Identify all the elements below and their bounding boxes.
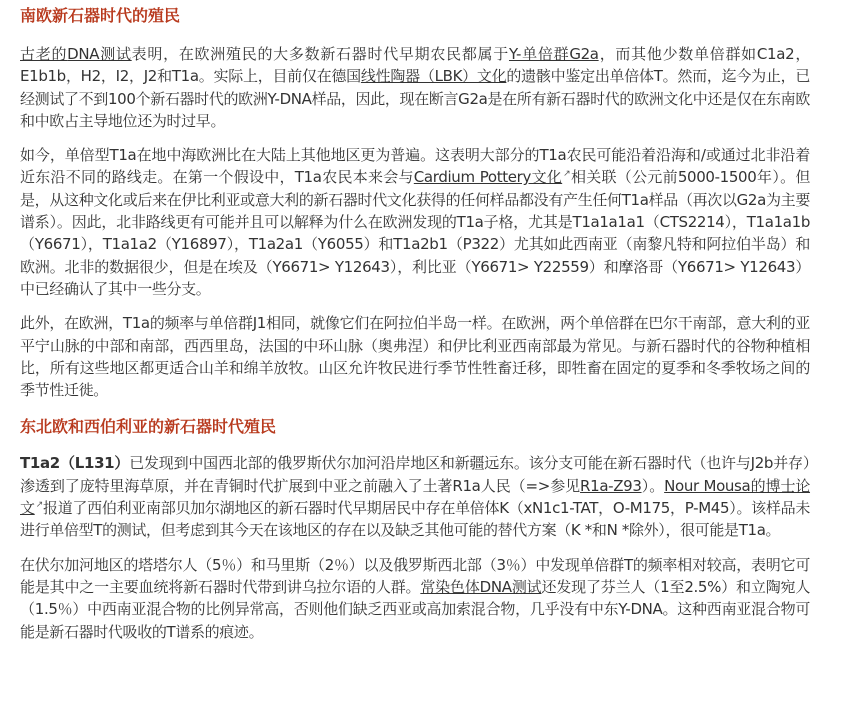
- article: [20, 0, 810, 643]
- text-run: 如今，单倍型T1a在地中海欧洲比在大陆上其他地区更为普遍。这表明大部分的T1a农民可能沿着沿海和/或通过北非沿着近东沿不同的路线走。在第一个假设中，T1a农民本来会与: [20, 146, 810, 187]
- text-run: 还发现了芬兰人（1至2.5%）和立陶宛人（1.5％）中西南亚混合物的比例异常高，否则他们缺乏西亚或高加索混合物，几乎没有中东Y-DNA。这种西南亚混合物可能是新石器时代吸收的T谱系的痕迹。: [20, 577, 810, 641]
- text-run: 此外，在欧洲，T1a的频率与单倍群J1相同，就像它们在阿拉伯半岛一样。在欧洲，两个单倍群在巴尔干南部，意大利的亚平宁山脉的中部和南部，西西里岛，法国的中环山脉（奥弗涅）和伊比利亚西南部最为常见。与新石器时代的谷物种植相比，所有这些地区都更适合山羊和绵羊放牧。山区允许牧民进行季节性牲畜迁移，即牲畜在固定的夏季和冬季牧场之间的季节性迁徙。: [20, 314, 810, 400]
- paragraph: [20, 554, 810, 643]
- inline-link[interactable]: Cardium Pottery文化: [413, 168, 563, 187]
- text-run: ，而其他少数单倍群如C1a2，E1b1b，H2，I2，J2和T1a。实际上，目前仅在德国: [20, 45, 810, 86]
- inline-link[interactable]: R1a-Z93: [580, 476, 642, 495]
- text-run: 表明，在欧洲殖民的大多数新石器时代早期农民都属于: [131, 45, 509, 63]
- section-heading-southern-europe: 南欧新石器时代的殖民: [20, 6, 181, 25]
- paragraph: 如今，单倍型T1a在地中海欧洲比在大陆上其他地区更为普遍。这表明大部分的T1a农民可能沿着沿海和/或通过北非沿着近东沿不同的路线走。在第一个假设中，T1a农民本来会与Cardium Pottery文化↗相关联（公元前5000-1500年）。但是，从这种文化或后来在伊比利亚或意大利的新石器时代文化获得的任何样品都没有产生任何T1a样品（再次以G2a为主要谱系）。因此，北非路线更有可能并且可以解释为什么在欧洲发现的T1a子格，尤其是T1a1a1a1（CTS2214），T1a1a1b（Y6671），T1a1a2（Y16897），T1a2a1（Y6055）和T1a2b1（P322）尤其如此西南亚（南黎凡特和阿拉伯半岛）和欧洲。北非的数据很少，但是在埃及（Y6671> Y12643），利比亚（Y6671> Y22559）和摩洛哥（Y6671> Y12643）中已经确认了其中一些分支。: [20, 146, 810, 298]
- paragraph: T1a2（L131）已发现到中国西北部的俄罗斯伏尔加河沿岸地区和新疆远东。该分支可能在新石器时代（也许与J2b并存）渗透到了庞特里海草原，并在青铜时代扩展到中亚之前融入了土著R1a人民（=>参见R1a-Z93）。Nour Mousa的博士论文↗报道了西伯利亚南部贝加尔湖地区的新石器时代早期居民中存在单倍体K（xN1c1-TAT，O-M175，P-M45）。该样品未进行单倍型T的测试，但考虑到其今天在该地区的存在以及缺乏其他可能的替代方案（K *和N *除外），很可能是T1a。: [20, 454, 811, 540]
- inline-link[interactable]: 古老的: [20, 45, 68, 63]
- inline-link[interactable]: Nour Mousa的博士论文: [20, 476, 811, 518]
- inline-link[interactable]: 线性陶器（LBK）文化: [360, 67, 507, 86]
- inline-link[interactable]: DNA测试: [67, 45, 132, 63]
- text-run: 的遗骸中鉴定出单倍体T。然而，迄今为止，已经测试了不到100个新石器时代的欧洲Y-DNA样品，因此，现在断言G2a是在所有新石器时代的欧洲文化中还是仅在东南欧和中欧占主导地位还为时过早。: [20, 67, 810, 130]
- inline-link[interactable]: Y-单倍群G2a: [508, 45, 599, 63]
- text-run: 报道了西伯利亚南部贝加尔湖地区的新石器时代早期居民中存在单倍体K（xN1c1-TAT，O-M175，P-M45）。该样品未进行单倍型T的测试，但考虑到其今天在该地区的存在以及缺乏其他可能的替代方案（K *和N *除外），很可能是T1a。: [20, 499, 810, 540]
- text-run: 在伏尔加河地区的塔塔尔人（5％）和马里斯（2％）以及俄罗斯西北部（3％）中发现单倍群T的频率相对较高，表明它可能是其中之一主要血统将新石器时代带到讲乌拉尔语的人群。: [20, 555, 810, 596]
- section-heading-northeast-europe-siberia: 东北欧和西伯利亚的新石器时代殖民: [20, 417, 277, 437]
- text-run: ）。: [641, 476, 665, 495]
- inline-link[interactable]: 常染色体DNA测试: [420, 577, 542, 596]
- paragraph: [20, 43, 810, 132]
- bold-term: T1a2（L131）: [20, 454, 130, 473]
- text-run: 已发现到中国西北部的俄罗斯伏尔加河沿岸地区和新疆远东。该分支可能在新石器时代（也许与J2b并存）渗透到了庞特里海草原，并在青铜时代扩展到中亚之前融入了土著R1a人民（=>参见: [20, 454, 810, 495]
- text-run: 相关联（公元前5000-1500年）。但是，从这种文化或后来在伊比利亚或意大利的新石器时代文化获得的任何样品都没有产生任何T1a样品（再次以G2a为主要谱系）。因此，北非路线更有可能并且可以解释为什么在欧洲发现的T1a子格，尤其是T1a1a1a1（CTS2214），T1a1a1b（Y6671），T1a1a2（Y16897），T1a2a1（Y6055）和T1a2b1（P322）尤其如此西南亚（南黎凡特和阿拉伯半岛）和欧洲。北非的数据很少，但是在埃及（Y6671> Y12643），利比亚（Y6671> Y22559）和摩洛哥（Y6671> Y12643）中已经确认了其中一些分支。: [20, 168, 810, 298]
- paragraph: [20, 312, 810, 401]
